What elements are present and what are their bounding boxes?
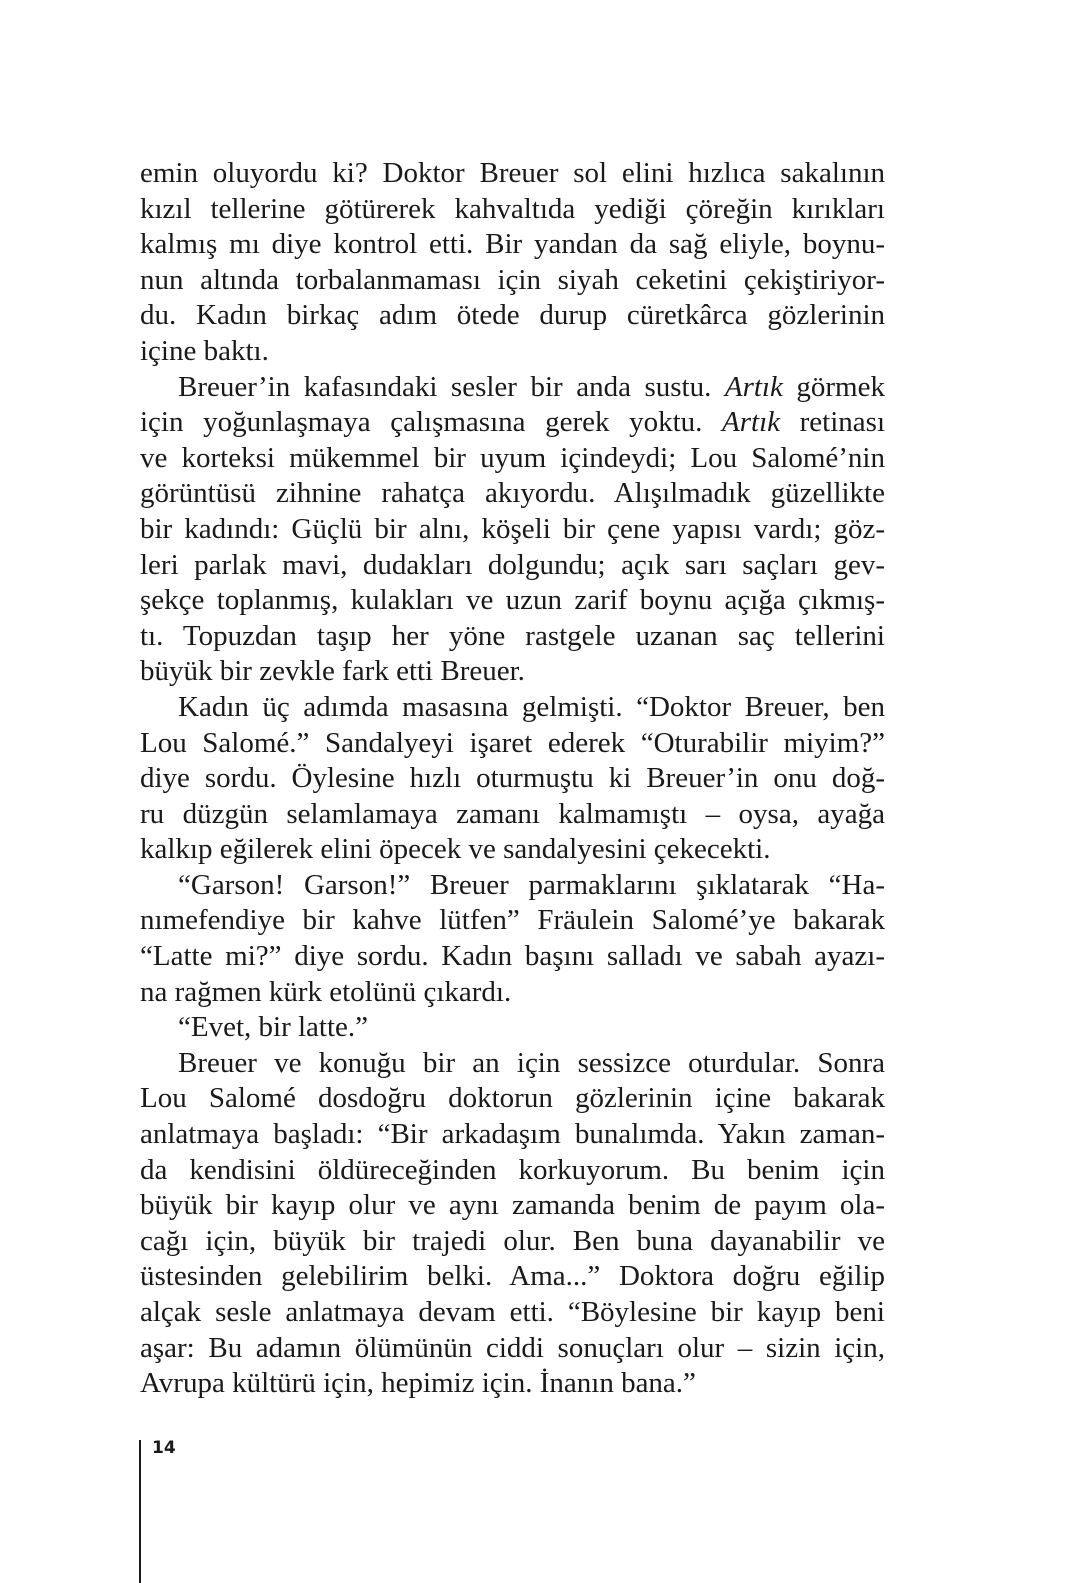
text-line: du. Kadın birkaç adım ötede durup cüretkârca gözlerinin [140, 299, 885, 332]
text-line: Kadın üç adımda masasına gelmişti. “Doktor Breuer, ben [178, 690, 885, 723]
text-line: şekçe toplanmış, kulakları ve uzun zarif boynu açığa çıkmış- [140, 584, 885, 617]
text-line: Avrupa kültürü için, hepimiz için. İnanın bana.” [140, 1367, 696, 1400]
text-line: ve korteksi mükemmel bir uyum içindeydi; Lou Salomé’nin [140, 441, 885, 474]
text-line: tı. Topuzdan taşıp her yöne rastgele uzanan saç tellerini [140, 619, 885, 652]
text-line: na rağmen kürk etolünü çıkardı. [140, 975, 512, 1008]
text-line: anlatmaya başladı: “Bir arkadaşım bunalımda. Yakın zaman- [140, 1118, 885, 1151]
text-segment: görmek [782, 370, 885, 403]
text-line: cağı için, büyük bir trajedi olur. Ben buna dayanabilir ve [140, 1224, 885, 1257]
text-line [140, 370, 885, 406]
text-line: kalkıp eğilerek elini öpecek ve sandalyesini çekecekti. [140, 833, 771, 866]
text-line: içine baktı. [140, 334, 269, 367]
text-line: emin oluyordu ki? Doktor Breuer sol elini hızlıca sakalının [140, 157, 885, 189]
emphasis-text: Artık [722, 406, 781, 439]
text-line: alçak sesle anlatmaya devam etti. “Böylesine bir kayıp beni [140, 1296, 885, 1328]
text-line: leri parlak mavi, dudakları dolgundu; açık sarı saçları gev- [140, 548, 885, 581]
text-segment: için yoğunlaşmaya çalışmasına gerek yoktu. [140, 406, 723, 439]
page-footer [0, 1430, 1071, 1583]
text-line: kızıl tellerine götürerek kahvaltıda yediği çöreğin kırıkları [140, 192, 885, 225]
text-line: kalmış mı diye kontrol etti. Bir yandan da sağ eliyle, boynu- [140, 228, 885, 261]
emphasis-text: Artık [724, 370, 783, 403]
text-line: “Evet, bir latte.” [178, 1011, 369, 1044]
text-line: görüntüsü zihnine rahatça akıyordu. Alışılmadık güzellikte [140, 477, 885, 510]
text-line: nun altında torbalanmaması için siyah ceketini çekiştiriyor- [140, 263, 885, 296]
text-line: da kendisini öldüreceğinden korkuyorum. Bu benim için [140, 1153, 885, 1186]
text-line [140, 405, 885, 441]
text-line: Breuer ve konuğu bir an için sessizce oturdular. Sonra [178, 1046, 885, 1079]
body-text [140, 156, 885, 1402]
footer-rule [139, 1440, 141, 1583]
text-line: Lou Salomé dosdoğru doktorun gözlerinin içine bakarak [140, 1082, 885, 1115]
text-line: Lou Salomé.” Sandalyeyi işaret ederek “Oturabilir miyim?” [140, 726, 885, 759]
text-line: aşar: Bu adamın ölümünün ciddi sonuçları olur – sizin için, [140, 1331, 885, 1364]
page-number: 14 [152, 1438, 176, 1458]
text-line: büyük bir kayıp olur ve aynı zamanda benim de payım ola- [140, 1189, 885, 1222]
text-segment: retinası [780, 406, 885, 439]
text-line: nımefendiye bir kahve lütfen” Fräulein Salomé’ye bakarak [140, 904, 885, 937]
text-line: “Garson! Garson!” Breuer parmaklarını şıklatarak “Ha- [178, 868, 885, 901]
text-line: ru düzgün selamlamaya zamanı kalmamıştı – oysa, ayağa [140, 797, 885, 830]
text-line: büyük bir zevkle fark etti Breuer. [140, 655, 525, 688]
text-line: bir kadındı: Güçlü bir alnı, köşeli bir çene yapısı vardı; göz- [140, 512, 885, 545]
text-segment: Breuer’in kafasındaki sesler bir anda sustu. [178, 370, 725, 403]
text-line: üstesinden gelebilirim belki. Ama...” Doktora doğru eğilip [140, 1260, 885, 1293]
text-line: “Latte mi?” diye sordu. Kadın başını salladı ve sabah ayazı- [140, 940, 885, 973]
text-line: diye sordu. Öylesine hızlı oturmuştu ki Breuer’in onu doğ- [140, 762, 885, 795]
